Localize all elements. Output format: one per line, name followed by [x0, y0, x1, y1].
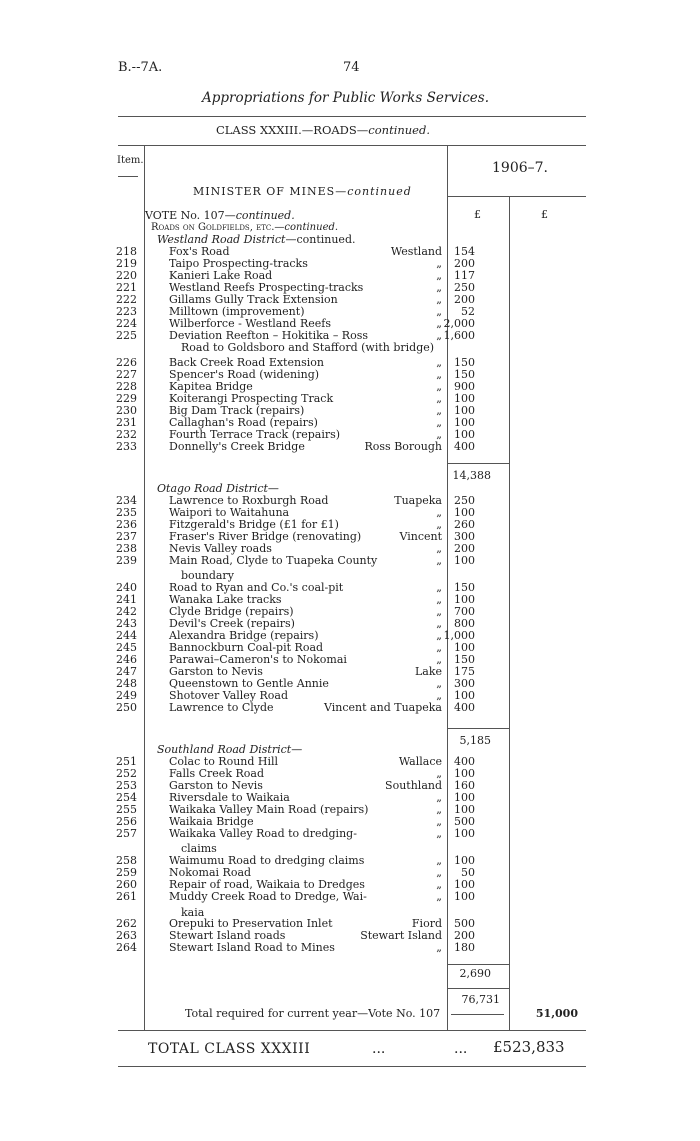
- subtotal-rule: [447, 988, 509, 989]
- item-description: Fox's Road: [169, 245, 230, 258]
- subtotal-rule: [447, 964, 509, 965]
- county-name: „: [436, 815, 442, 828]
- item-description: Gillams Gully Track Extension: [169, 293, 338, 306]
- continuation-line: Road to Goldsboro and Stafford (with bridge): [181, 341, 435, 354]
- roads-heading: Roads on Goldfields, etc.—continued.: [151, 222, 339, 233]
- item-amount: 1,600: [443, 329, 475, 342]
- county-name: „: [436, 677, 442, 690]
- otago-subtotal: 5,185: [459, 734, 491, 747]
- county-name: „: [436, 506, 442, 519]
- item-number: 241: [116, 593, 137, 606]
- item-amount: 100: [454, 689, 475, 702]
- item-number: 258: [116, 854, 137, 867]
- county-name: „: [436, 380, 442, 393]
- item-description: Clyde Bridge (repairs): [169, 605, 294, 618]
- county-name: „: [436, 791, 442, 804]
- item-amount: 300: [454, 677, 475, 690]
- item-description: Nokomai Road: [169, 866, 252, 879]
- county-name: „: [436, 653, 442, 666]
- item-amount: 100: [454, 404, 475, 417]
- southland-subtotal: 2,690: [459, 967, 491, 980]
- item-description: Wanaka Lake tracks: [169, 593, 282, 606]
- item-amount: 200: [454, 257, 475, 270]
- item-amount: 400: [454, 701, 475, 714]
- item-amount: 500: [454, 917, 475, 930]
- item-number: 229: [116, 392, 137, 405]
- continuation-line: kaia: [181, 906, 205, 919]
- county-name: Vincent: [399, 530, 442, 543]
- item-number: 236: [116, 518, 137, 531]
- item-description: Repair of road, Waikaia to Dredges: [169, 878, 365, 891]
- item-amount: 100: [454, 890, 475, 903]
- item-description: Deviation Reefton – Hokitika – Ross: [169, 329, 369, 342]
- county-name: „: [436, 329, 442, 342]
- county-name: „: [436, 518, 442, 531]
- county-name: „: [436, 269, 442, 282]
- county-name: „: [436, 404, 442, 417]
- item-amount: 100: [454, 392, 475, 405]
- item-description: Waimumu Road to dredging claims: [169, 854, 365, 867]
- county-name: „: [436, 293, 442, 306]
- county-name: „: [436, 629, 442, 642]
- item-amount: 250: [454, 494, 475, 507]
- county-name: „: [436, 416, 442, 429]
- county-name: „: [436, 941, 442, 954]
- county-name: Fiord: [411, 917, 442, 930]
- item-number: 260: [116, 878, 137, 891]
- county-name: „: [436, 428, 442, 441]
- item-description: Garston to Nevis: [169, 779, 263, 792]
- westland-heading: Westland Road District—continued.: [157, 233, 356, 246]
- item-description: Fraser's River Bridge (renovating): [169, 530, 362, 543]
- item-amount: 500: [454, 815, 475, 828]
- subtotal-rule: [451, 1014, 504, 1015]
- class-total-label: TOTAL CLASS XXXIII: [148, 1041, 311, 1057]
- county-name: „: [436, 593, 442, 606]
- item-description: Muddy Creek Road to Dredge, Wai-: [169, 890, 367, 903]
- item-description: Devil's Creek (repairs): [169, 617, 295, 630]
- item-number: 249: [116, 689, 137, 702]
- item-number: 237: [116, 530, 137, 543]
- item-number: 219: [116, 257, 137, 270]
- item-number: 223: [116, 305, 137, 318]
- item-number: 255: [116, 803, 137, 816]
- item-amount: 100: [454, 854, 475, 867]
- subtotal-rule: [447, 463, 509, 464]
- divider: [118, 116, 586, 117]
- item-description: Lawrence to Roxburgh Road: [169, 494, 329, 507]
- item-number: 250: [116, 701, 137, 714]
- year-header-rule: [447, 196, 586, 197]
- item-description: Road to Ryan and Co.'s coal-pit: [169, 581, 344, 594]
- year-header: 1906–7.: [492, 160, 548, 176]
- item-amount: 150: [454, 356, 475, 369]
- item-number: 235: [116, 506, 137, 519]
- item-number: 224: [116, 317, 137, 330]
- item-description: Callaghan's Road (repairs): [169, 416, 318, 429]
- divider: [118, 1066, 586, 1067]
- item-description: Kanieri Lake Road: [169, 269, 273, 282]
- running-title: Appropriations for Public Works Services.: [202, 90, 489, 106]
- currency-symbol-col2: £: [541, 208, 548, 221]
- county-name: „: [436, 257, 442, 270]
- item-description: Big Dam Track (repairs): [169, 404, 305, 417]
- item-number: 234: [116, 494, 137, 507]
- item-description: Alexandra Bridge (repairs): [169, 629, 319, 642]
- county-name: „: [436, 854, 442, 867]
- item-number: 230: [116, 404, 137, 417]
- westland-subtotal: 14,388: [452, 469, 491, 482]
- item-amount: 100: [454, 827, 475, 840]
- item-number: 243: [116, 617, 137, 630]
- subtotal-rule: [447, 728, 509, 729]
- item-description: Parawai–Cameron's to Nokomai: [169, 653, 347, 666]
- county-name: „: [436, 542, 442, 555]
- county-name: Tuapeka: [394, 494, 442, 507]
- leader-dots: ...: [372, 1041, 386, 1057]
- county-name: „: [436, 368, 442, 381]
- item-amount: 800: [454, 617, 475, 630]
- item-amount: 2,000: [443, 317, 475, 330]
- item-number: 221: [116, 281, 137, 294]
- item-number: 225: [116, 329, 137, 342]
- item-description: Spencer's Road (widening): [169, 368, 320, 381]
- county-name: „: [436, 827, 442, 840]
- county-name: „: [436, 641, 442, 654]
- leader-dots: ...: [454, 1041, 468, 1057]
- item-description: Queenstown to Gentle Annie: [169, 677, 329, 690]
- county-name: „: [436, 866, 442, 879]
- item-number: 264: [116, 941, 137, 954]
- total-column-rule: [509, 196, 510, 1030]
- item-description: Milltown (improvement): [169, 305, 305, 318]
- item-number: 239: [116, 554, 137, 567]
- item-number: 232: [116, 428, 137, 441]
- item-description: Colac to Round Hill: [169, 755, 279, 768]
- item-number: 248: [116, 677, 137, 690]
- item-number: 257: [116, 827, 137, 840]
- item-number: 252: [116, 767, 137, 780]
- item-amount: 100: [454, 554, 475, 567]
- item-number: 246: [116, 653, 137, 666]
- county-name: „: [436, 356, 442, 369]
- table-top-rule: [118, 145, 586, 146]
- item-amount: 150: [454, 653, 475, 666]
- vote-heading: VOTE No. 107—continued.: [145, 209, 295, 222]
- item-description: Back Creek Road Extension: [169, 356, 324, 369]
- item-description: Orepuki to Preservation Inlet: [169, 917, 333, 930]
- minister-heading: MINISTER OF MINES—continued: [193, 185, 412, 198]
- class-title: CLASS XXXIII.—ROADS—continued.: [216, 123, 431, 137]
- item-number: 245: [116, 641, 137, 654]
- item-number: 228: [116, 380, 137, 393]
- item-number: 261: [116, 890, 137, 903]
- class-total-value: £523,833: [493, 1038, 565, 1056]
- item-amount: 700: [454, 605, 475, 618]
- county-name: Wallace: [398, 755, 442, 768]
- item-description: Westland Reefs Prospecting-tracks: [169, 281, 364, 294]
- document-ref: B.--7A.: [118, 60, 163, 75]
- item-amount: 52: [461, 305, 475, 318]
- item-description: Riversdale to Waikaia: [169, 791, 290, 804]
- item-description: Stewart Island roads: [169, 929, 286, 942]
- item-amount: 250: [454, 281, 475, 294]
- county-name: „: [436, 392, 442, 405]
- item-amount: 200: [454, 542, 475, 555]
- item-amount: 100: [454, 641, 475, 654]
- item-description: Koiterangi Prospecting Track: [169, 392, 334, 405]
- item-amount: 175: [454, 665, 475, 678]
- item-number: 253: [116, 779, 137, 792]
- item-amount: 50: [461, 866, 475, 879]
- item-description: Shotover Valley Road: [169, 689, 289, 702]
- item-number: 240: [116, 581, 137, 594]
- county-name: „: [436, 581, 442, 594]
- item-number: 231: [116, 416, 137, 429]
- item-number: 254: [116, 791, 137, 804]
- item-header-rule: [118, 176, 138, 177]
- item-description: Fitzgerald's Bridge (£1 for £1): [169, 518, 339, 531]
- item-description: Nevis Valley roads: [169, 542, 272, 555]
- page-number: 74: [343, 60, 360, 75]
- county-name: Vincent and Tuapeka: [324, 701, 442, 714]
- item-amount: 400: [454, 755, 475, 768]
- county-name: „: [436, 803, 442, 816]
- item-number: 218: [116, 245, 137, 258]
- item-column-rule: [144, 145, 145, 1030]
- item-number: 244: [116, 629, 137, 642]
- item-description: Garston to Nevis: [169, 665, 263, 678]
- item-description: Stewart Island Road to Mines: [169, 941, 335, 954]
- item-description: Taipo Prospecting-tracks: [169, 257, 308, 270]
- county-name: „: [436, 617, 442, 630]
- county-name: Southland: [385, 779, 442, 792]
- item-number: 263: [116, 929, 137, 942]
- county-name: „: [436, 878, 442, 891]
- item-amount: 180: [454, 941, 475, 954]
- item-amount: 400: [454, 440, 475, 453]
- item-amount: 100: [454, 767, 475, 780]
- table-bottom-rule: [118, 1030, 586, 1031]
- county-name: Westland: [390, 245, 442, 258]
- item-description: Waipori to Waitahuna: [169, 506, 290, 519]
- item-description: Fourth Terrace Track (repairs): [169, 428, 341, 441]
- county-name: „: [436, 317, 442, 330]
- county-name: „: [436, 281, 442, 294]
- county-name: „: [436, 689, 442, 702]
- otago-heading: Otago Road District—: [157, 482, 279, 495]
- item-number: 242: [116, 605, 137, 618]
- county-name: „: [436, 554, 442, 567]
- southland-heading: Southland Road District—: [157, 743, 303, 756]
- item-description: Bannockburn Coal-pit Road: [169, 641, 324, 654]
- continuation-line: boundary: [181, 569, 234, 582]
- item-description: Donnelly's Creek Bridge: [169, 440, 305, 453]
- item-number: 247: [116, 665, 137, 678]
- item-description: Lawrence to Clyde: [169, 701, 274, 714]
- item-amount: 1,000: [443, 629, 475, 642]
- item-amount: 260: [454, 518, 475, 531]
- item-number: 251: [116, 755, 137, 768]
- item-amount: 154: [454, 245, 475, 258]
- item-amount: 100: [454, 593, 475, 606]
- item-amount: 150: [454, 581, 475, 594]
- item-amount: 900: [454, 380, 475, 393]
- vote-total: 76,731: [461, 993, 500, 1006]
- county-name: Ross Borough: [364, 440, 442, 453]
- item-amount: 200: [454, 293, 475, 306]
- item-number: 227: [116, 368, 137, 381]
- item-amount: 160: [454, 779, 475, 792]
- item-number: 259: [116, 866, 137, 879]
- item-number: 226: [116, 356, 137, 369]
- item-number: 256: [116, 815, 137, 828]
- item-description: Main Road, Clyde to Tuapeka County: [169, 554, 378, 567]
- item-number: 262: [116, 917, 137, 930]
- item-number: 233: [116, 440, 137, 453]
- column-total: 51,000: [535, 1007, 578, 1020]
- item-header: Item.: [117, 155, 144, 166]
- county-name: „: [436, 890, 442, 903]
- item-amount: 150: [454, 368, 475, 381]
- item-amount: 100: [454, 803, 475, 816]
- county-name: Stewart Island: [360, 929, 442, 942]
- item-description: Waikaia Bridge: [169, 815, 254, 828]
- continuation-line: claims: [181, 842, 217, 855]
- item-description: Falls Creek Road: [169, 767, 264, 780]
- item-amount: 100: [454, 791, 475, 804]
- item-amount: 100: [454, 428, 475, 441]
- item-amount: 100: [454, 416, 475, 429]
- item-amount: 200: [454, 929, 475, 942]
- currency-symbol-col1: £: [474, 208, 481, 221]
- item-description: Kapitea Bridge: [169, 380, 253, 393]
- item-amount: 100: [454, 506, 475, 519]
- total-required-label: Total required for current year—Vote No. 107: [185, 1007, 441, 1020]
- item-description: Waikaka Valley Road to dredging-: [169, 827, 357, 840]
- item-amount: 117: [454, 269, 475, 282]
- county-name: „: [436, 767, 442, 780]
- item-number: 220: [116, 269, 137, 282]
- item-description: Waikaka Valley Main Road (repairs): [169, 803, 369, 816]
- item-amount: 300: [454, 530, 475, 543]
- item-number: 238: [116, 542, 137, 555]
- item-description: Wilberforce - Westland Reefs: [169, 317, 331, 330]
- item-number: 222: [116, 293, 137, 306]
- county-name: Lake: [414, 665, 442, 678]
- item-amount: 100: [454, 878, 475, 891]
- county-name: „: [436, 605, 442, 618]
- county-name: „: [436, 305, 442, 318]
